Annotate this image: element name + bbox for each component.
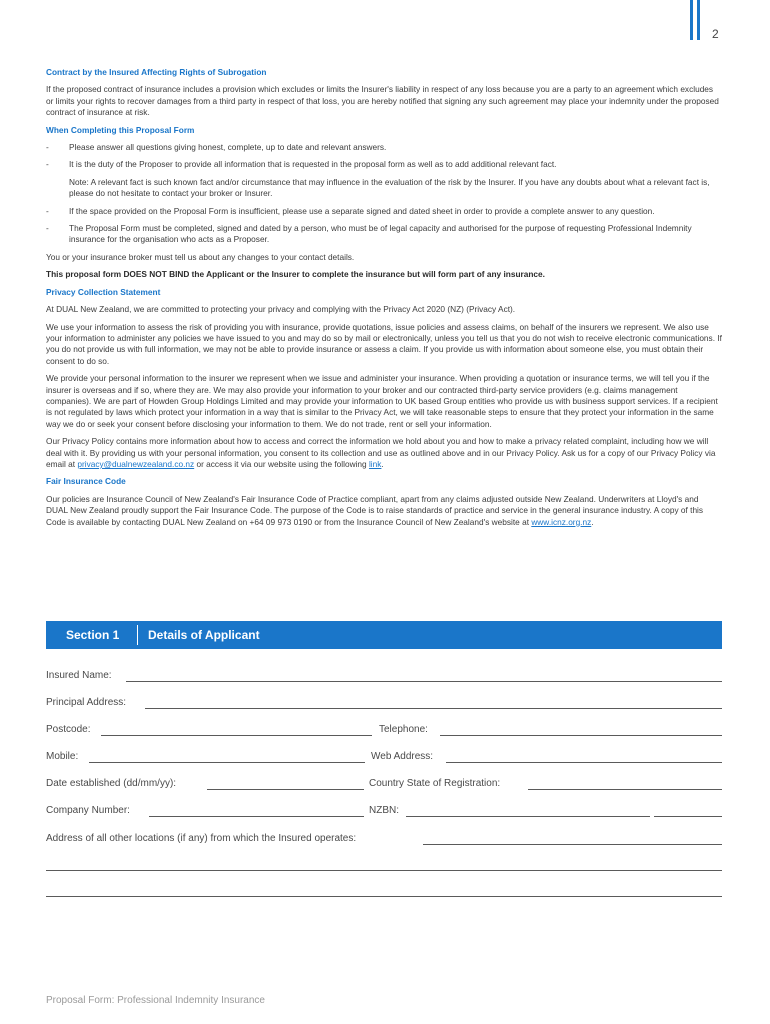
document-body	[46, 67, 722, 534]
other-locations-label: Address of all other locations (if any) from which the Insured operates:	[46, 833, 357, 844]
privacy-policy-link[interactable]: link	[368, 458, 382, 469]
section-header	[46, 621, 722, 649]
principal-address-field[interactable]	[46, 696, 722, 712]
web-address-input[interactable]	[446, 762, 722, 763]
relevant-fact-note: Note: A relevant fact is such known fact and/or circumstance that may influence in the evaluation of the risk by the Insurer. If you have any doubts about what a relevant fact is, please do not hesitate to contact your broker or Insurer.	[69, 176, 710, 199]
postcode-label: Postcode:	[46, 724, 91, 735]
company-number-label: Company Number:	[46, 805, 130, 816]
mobile-web-row	[46, 750, 722, 766]
section-divider	[137, 625, 138, 645]
country-state-label: Country State of Registration:	[369, 778, 501, 789]
other-locations-input[interactable]	[423, 844, 722, 845]
fair-code-text: Our policies are Insurance Council of New Zealand's Fair Insurance Code of Practice compliant, apart from any claims adjusted outside New Zealand. Underwriters at Lloyd's and DUAL New Zealand proudly support the Fair Insurance Code. The purpose of the Code is to raise standards of practice and service in the general insurance industry. A copy of this Code is available by contacting DUAL New Zealand on +64 09 973 0190 or from the Insurance Council of New Zealand's website at www.icnz.org.nz.	[46, 493, 704, 527]
date-established-input[interactable]	[207, 789, 364, 790]
privacy-policy-paragraph: Our Privacy Policy contains more information about how to access and correct the information we hold about you and how to make a privacy related complaint, including how we will deal with it. By providing us with your personal information, you consent to its collection and use as outlined above and in our Privacy Policy. Ask us for a copy of our Privacy Policy via email at privacy@dualnewzealand.co.nz or access it via our website using the following link.	[46, 436, 716, 469]
page-number: 2	[712, 27, 719, 41]
broker-notice: You or your insurance broker must tell us about any changes to your contact details.	[46, 251, 355, 262]
insured-name-input[interactable]	[126, 681, 722, 682]
telephone-input[interactable]	[440, 735, 722, 736]
company-nzbn-row	[46, 804, 722, 820]
date-established-label: Date established (dd/mm/yy):	[46, 778, 177, 789]
nzbn-input[interactable]	[406, 816, 650, 817]
date-country-row	[46, 777, 722, 793]
postcode-telephone-row	[46, 723, 722, 739]
web-address-label: Web Address:	[371, 751, 434, 762]
header-accent-bar	[690, 0, 693, 40]
privacy-email-link[interactable]: privacy@dualnewzealand.co.nz	[77, 458, 195, 469]
privacy-paragraph: We provide your personal information to the insurer we represent when we issue and administer your insurance. When providing a quotation or insurance terms, we will tell you if the insurer is overseas and if so, where they are. We may also provide your information to your broker and our contracted third-party service providers (e.g. claims management companies). We are part of Howden Group Holdings Limited and may provide your information to UK based Group entities who provide us with business support services. If a recipient is not regulated by laws which protect your information in a way that is similar to the Privacy Act, we will take reasonable steps to ensure that they protect your information in the same way we do or seek your consent before disclosing your information to them. We do not trade, rent or sell your information.	[46, 373, 718, 429]
nzbn-input-extension[interactable]	[654, 816, 722, 817]
privacy-paragraph: We use your information to assess the risk of providing you with insurance, provide quotations, issue policies and assess claims, on behalf of the insurers we represent. We also use your information to administer any policies we have issued to you and may do so by mail or electronically, unless you tell us that you do not wish to receive electronic communications. If you do not provide us with full information, we may not be able to provide insurance or assess a claim. If you provide us with information about someone else, you must obtain their consent to do so.	[46, 321, 722, 366]
completing-heading: When Completing this Proposal Form	[46, 124, 195, 135]
privacy-paragraph: At DUAL New Zealand, we are committed to protecting your privacy and complying with the Privacy Act 2020 (NZ) (Privacy Act).	[46, 304, 516, 315]
section-title: Details of Applicant	[148, 628, 260, 642]
binding-notice: This proposal form DOES NOT BIND the Applicant or the Insurer to complete the insurance but will form part of any insurance.	[46, 269, 545, 280]
principal-address-label: Principal Address:	[46, 697, 127, 708]
privacy-heading: Privacy Collection Statement	[46, 286, 161, 297]
other-locations-line[interactable]	[46, 896, 722, 897]
country-state-input[interactable]	[528, 789, 722, 790]
icnz-link[interactable]: www.icnz.org.nz	[531, 516, 592, 527]
page-footer: Proposal Form: Professional Indemnity Insurance	[46, 995, 265, 1006]
company-number-input[interactable]	[149, 816, 364, 817]
fair-code-heading: Fair Insurance Code	[46, 476, 126, 487]
principal-address-input[interactable]	[145, 708, 722, 709]
mobile-label: Mobile:	[46, 751, 79, 762]
header-accent-bar	[697, 0, 700, 40]
list-item: - It is the duty of the Proposer to provide all information that is requested in the proposal form as well as to add additional relevant fact.	[46, 159, 557, 170]
list-item: - The Proposal Form must be completed, signed and dated by a person, who must be of legal capacity and authorised for the purpose of requesting Professional Indemnity insurance for the organisation who acts as a Proposer.	[46, 223, 692, 245]
other-locations-field[interactable]	[46, 832, 722, 848]
insured-name-field[interactable]	[46, 669, 722, 685]
list-item: - If the space provided on the Proposal Form is insufficient, please use a separate signed and dated sheet in order to provide a complete answer to any question.	[46, 205, 655, 216]
other-locations-line[interactable]	[46, 870, 722, 871]
postcode-input[interactable]	[101, 735, 372, 736]
subrogation-heading: Contract by the Insured Affecting Rights of Subrogation	[46, 67, 267, 77]
list-item: - Please answer all questions giving honest, complete, up to date and relevant answers.	[46, 142, 387, 153]
insured-name-label: Insured Name:	[46, 670, 112, 681]
subrogation-text: If the proposed contract of insurance includes a provision which excludes or limits the Insurer's liability in respect of any loss because you are a party to an agreement which excludes or limits your rights to recover damages from a third party in respect of that loss, you are hereby notified that signing any such agreement may place your indemnity under the proposed contract of insurance at risk.	[46, 84, 719, 118]
nzbn-label: NZBN:	[369, 805, 399, 816]
section-number: Section 1	[66, 628, 120, 642]
telephone-label: Telephone:	[379, 724, 428, 735]
mobile-input[interactable]	[89, 762, 365, 763]
